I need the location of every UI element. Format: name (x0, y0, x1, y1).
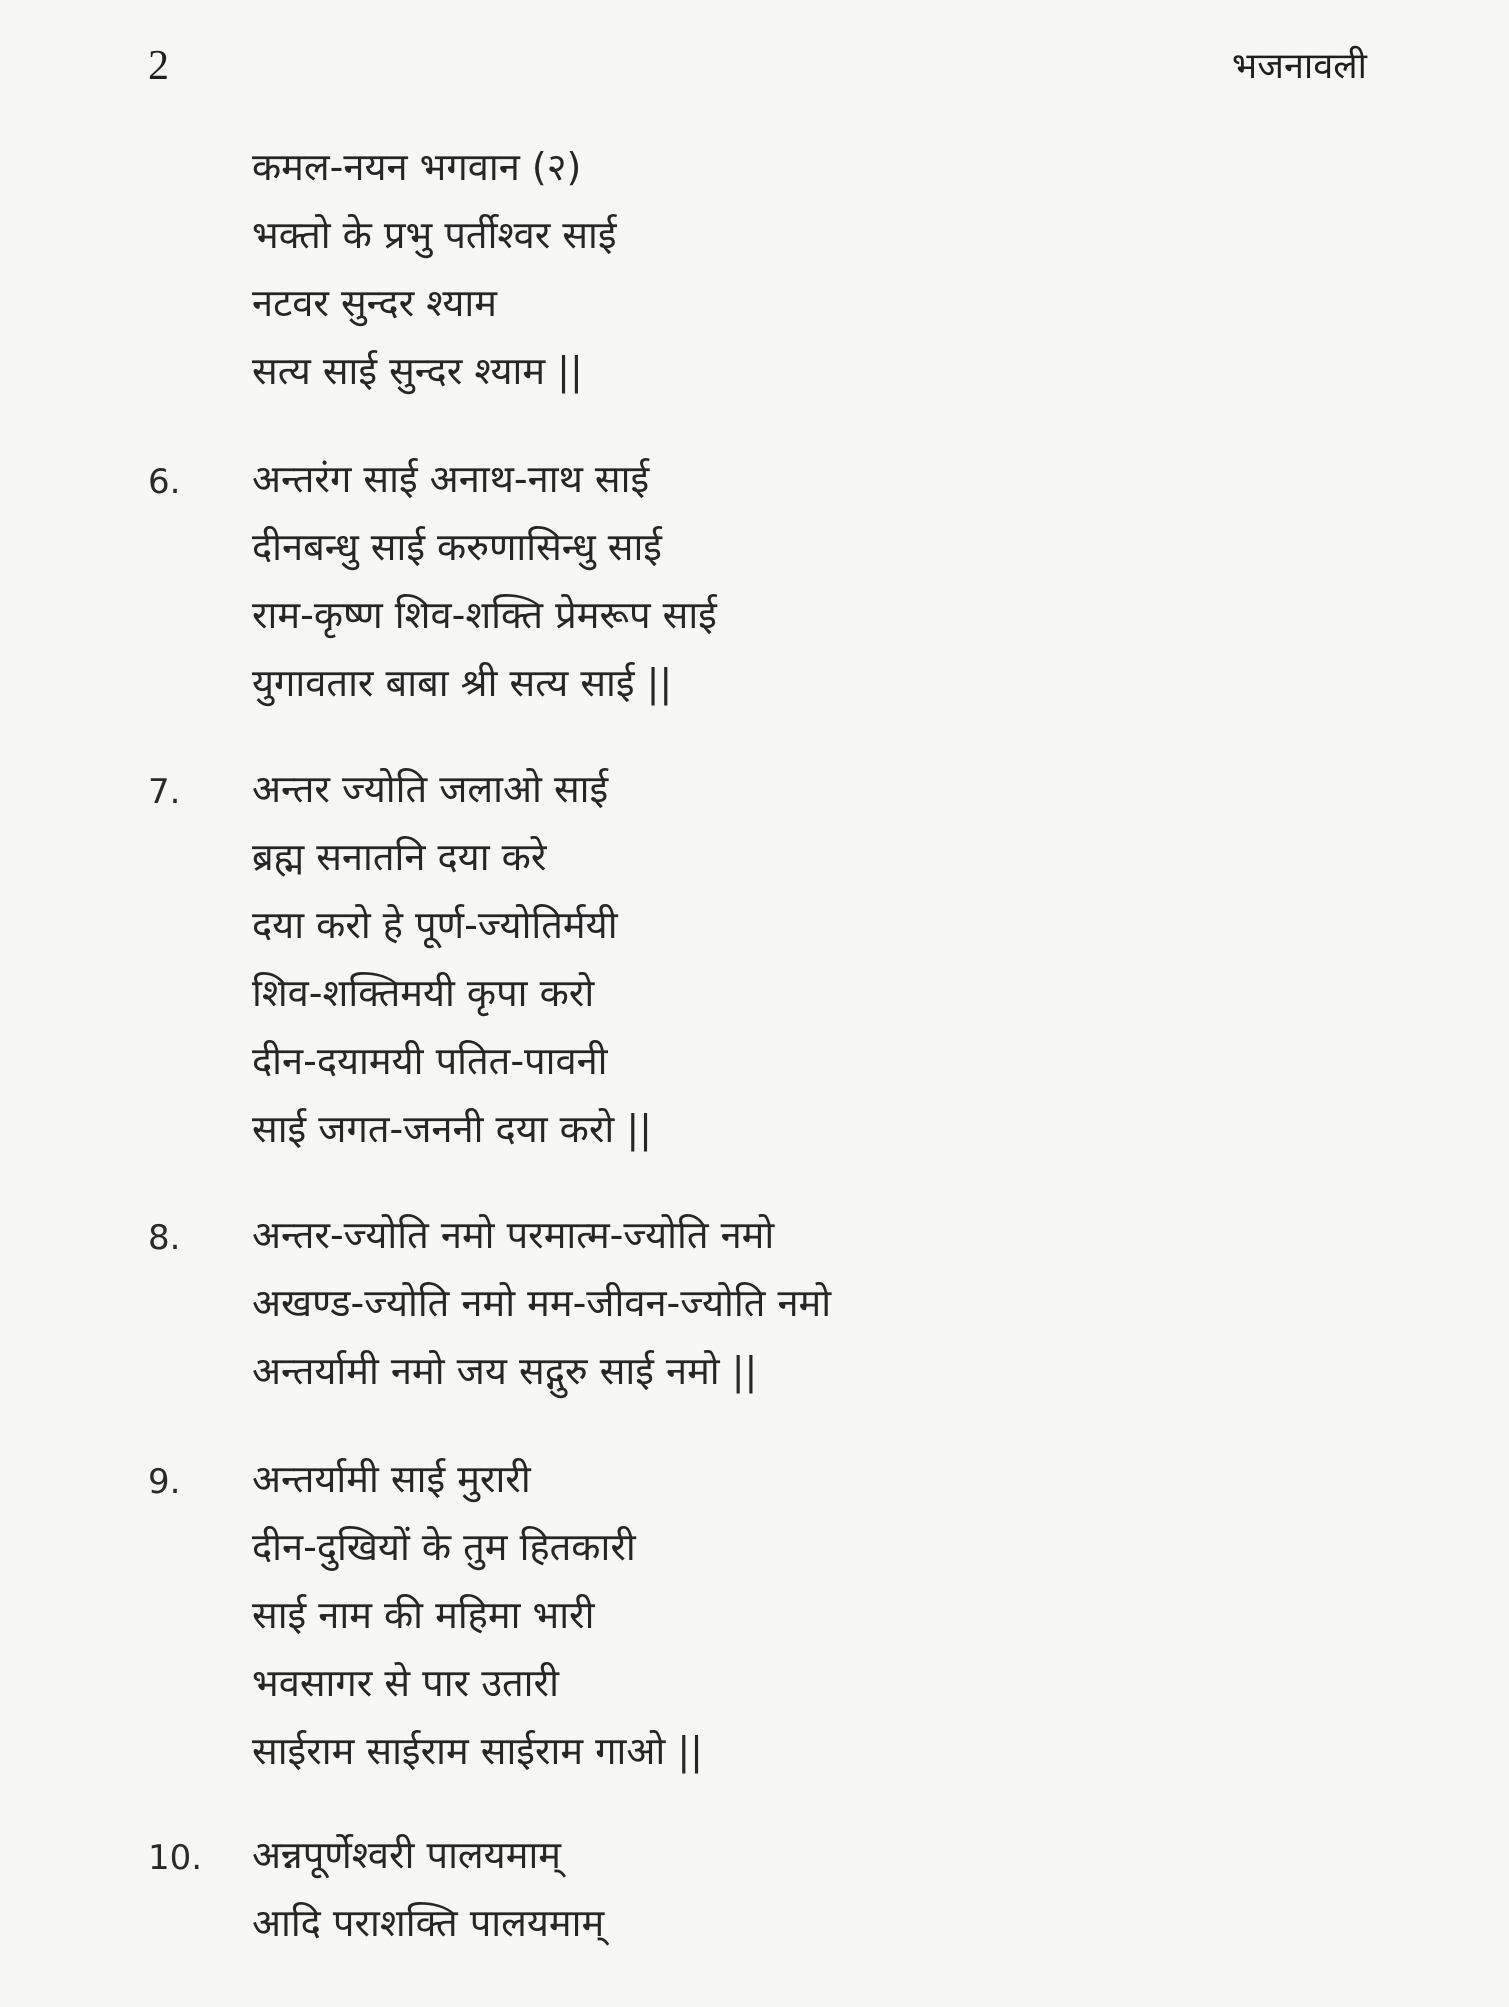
verse-line: अन्तरंग साई अनाथ-नाथ साई (252, 457, 650, 501)
page-number: 2 (148, 43, 169, 89)
stanza-number: 6. (148, 462, 181, 502)
verse-line: युगावतार बाबा श्री सत्य साई || (252, 661, 673, 705)
stanza-number: 7. (148, 772, 181, 812)
verse-line: दीन-दुखियों के तुम हितकारी (252, 1525, 636, 1569)
verse-line: कमल-नयन भगवान (२) (252, 145, 582, 189)
verse-line: नटवर सुन्दर श्याम (252, 281, 497, 325)
verse-line: भक्तो के प्रभु पर्तीश्वर साई (252, 213, 617, 257)
verse-line: अखण्ड-ज्योति नमो मम-जीवन-ज्योति नमो (252, 1281, 832, 1325)
verse-line: भवसागर से पार उतारी (252, 1661, 559, 1705)
running-title: भजनावली (1231, 46, 1367, 87)
verse-line: ब्रह्म सनातनि दया करे (252, 835, 547, 879)
verse-line: साईराम साईराम साईराम गाओ || (252, 1729, 703, 1773)
stanza-number: 9. (148, 1462, 181, 1502)
verse-line: दीनबन्धु साई करुणासिन्धु साई (252, 525, 662, 569)
verse-line: राम-कृष्ण शिव-शक्ति प्रेमरूप साई (252, 593, 717, 637)
verse-line: दया करो हे पूर्ण-ज्योतिर्मयी (252, 903, 618, 947)
verse-line: अन्तर-ज्योति नमो परमात्म-ज्योति नमो (252, 1213, 775, 1257)
verse-line: अन्तर ज्योति जलाओ साई (252, 767, 609, 811)
verse-line: शिव-शक्तिमयी कृपा करो (252, 971, 595, 1015)
verse-line: अन्नपूर्णेश्वरी पालयमाम् (252, 1833, 562, 1877)
verse-line: साई जगत-जननी दया करो || (252, 1107, 652, 1151)
stanza-number: 10. (148, 1838, 203, 1878)
verse-line: साई नाम की महिमा भारी (252, 1593, 595, 1637)
verse-line: आदि पराशक्ति पालयमाम् (252, 1901, 605, 1945)
verse-line: दीन-दयामयी पतित-पावनी (252, 1039, 608, 1083)
verse-line: अन्तर्यामी नमो जय सद्गुरु साई नमो || (252, 1349, 758, 1393)
stanza-number: 8. (148, 1218, 181, 1258)
verse-line: सत्य साई सुन्दर श्याम || (252, 349, 583, 393)
verse-line: अन्तर्यामी साई मुरारी (252, 1457, 531, 1501)
